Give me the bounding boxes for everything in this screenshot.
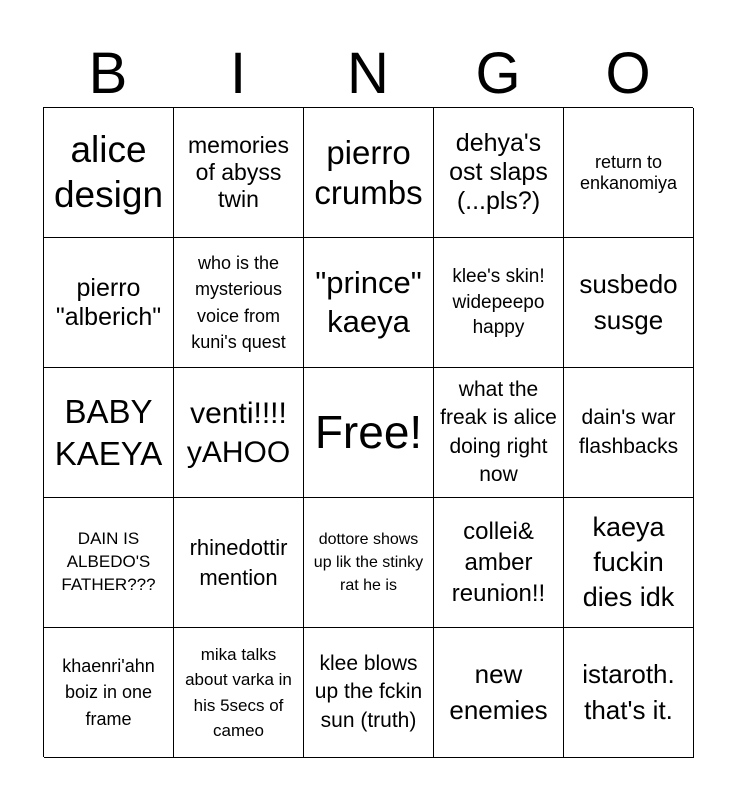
cell-text: khaenri'ahn boiz in one frame — [62, 656, 155, 729]
bingo-cell-r2c1[interactable] — [44, 238, 174, 368]
bingo-cell-r1c5[interactable] — [564, 108, 694, 238]
bingo-cell-r4c4[interactable] — [434, 498, 564, 628]
cell-text: return to enkanomiya — [579, 151, 678, 193]
bingo-cell-r2c3[interactable] — [304, 238, 434, 368]
bingo-cell-r5c2[interactable] — [174, 628, 304, 758]
bingo-cell-r4c3[interactable] — [304, 498, 434, 628]
header-letter-n: N — [347, 41, 389, 106]
cell-text: klee's skin! widepeepo happy — [452, 266, 545, 339]
header-letter-i: I — [229, 41, 247, 106]
bingo-cell-r5c3[interactable] — [304, 628, 434, 758]
bingo-cell-r3c5[interactable] — [564, 368, 694, 498]
cell-text: kaeya fuckin dies idk — [582, 511, 675, 613]
cell-text: "prince" kaeya — [315, 264, 422, 339]
cell-text: dain's war flashbacks — [578, 406, 679, 458]
cell-text: alice design — [53, 129, 164, 215]
header-letter-b: B — [88, 41, 128, 106]
cell-text: venti!!!! yAHOO — [186, 396, 291, 469]
cell-text: klee blows up the fckin sun (truth) — [314, 651, 423, 732]
bingo-cell-r3c1[interactable] — [44, 368, 174, 498]
bingo-cell-r1c4[interactable] — [434, 108, 564, 238]
cell-text: dehya's ost slaps (...pls?) — [449, 129, 548, 215]
bingo-cell-r3c2[interactable] — [174, 368, 304, 498]
bingo-cell-r5c5[interactable] — [564, 628, 694, 758]
cell-text: susbedo susge — [579, 269, 678, 335]
bingo-cell-r4c2[interactable] — [174, 498, 304, 628]
cell-text: istaroth. that's it. — [582, 659, 675, 725]
header-letter-g: G — [475, 41, 521, 106]
cell-text: dottore shows up lik the stinky rat he is — [313, 530, 424, 595]
cell-text: Free! — [314, 405, 423, 458]
bingo-cell-r1c3[interactable] — [304, 108, 434, 238]
header-letter-o: O — [605, 41, 651, 106]
bingo-cell-r4c5[interactable] — [564, 498, 694, 628]
free-space[interactable] — [304, 368, 434, 498]
cell-text: BABY KAEYA — [54, 393, 163, 472]
cell-text: pierro crumbs — [314, 133, 423, 211]
cell-text: memories of abyss twin — [188, 132, 289, 212]
bingo-cell-r5c4[interactable] — [434, 628, 564, 758]
cell-text: rhinedottir mention — [189, 534, 288, 590]
bingo-cell-r2c4[interactable] — [434, 238, 564, 368]
bingo-cell-r2c2[interactable] — [174, 238, 304, 368]
cell-text: new enemies — [449, 659, 548, 725]
cell-text: collei& amber reunion!! — [451, 517, 546, 608]
cell-text: who is the mysterious voice from kuni's quest — [191, 253, 286, 352]
cell-text: what the freak is alice doing right now — [440, 377, 557, 486]
cell-text: DAIN IS ALBEDO'S FATHER??? — [61, 529, 156, 594]
bingo-cell-r2c5[interactable] — [564, 238, 694, 368]
bingo-cell-r1c2[interactable] — [174, 108, 304, 238]
bingo-cell-r5c1[interactable] — [44, 628, 174, 758]
cell-text: mika talks about varka in his 5secs of cameo — [185, 644, 292, 740]
bingo-cell-r4c1[interactable] — [44, 498, 174, 628]
cell-text: pierro "alberich" — [55, 273, 162, 331]
bingo-header — [43, 40, 693, 106]
bingo-cell-r3c4[interactable] — [434, 368, 564, 498]
bingo-cell-r1c1[interactable] — [44, 108, 174, 238]
bingo-grid — [43, 107, 693, 757]
